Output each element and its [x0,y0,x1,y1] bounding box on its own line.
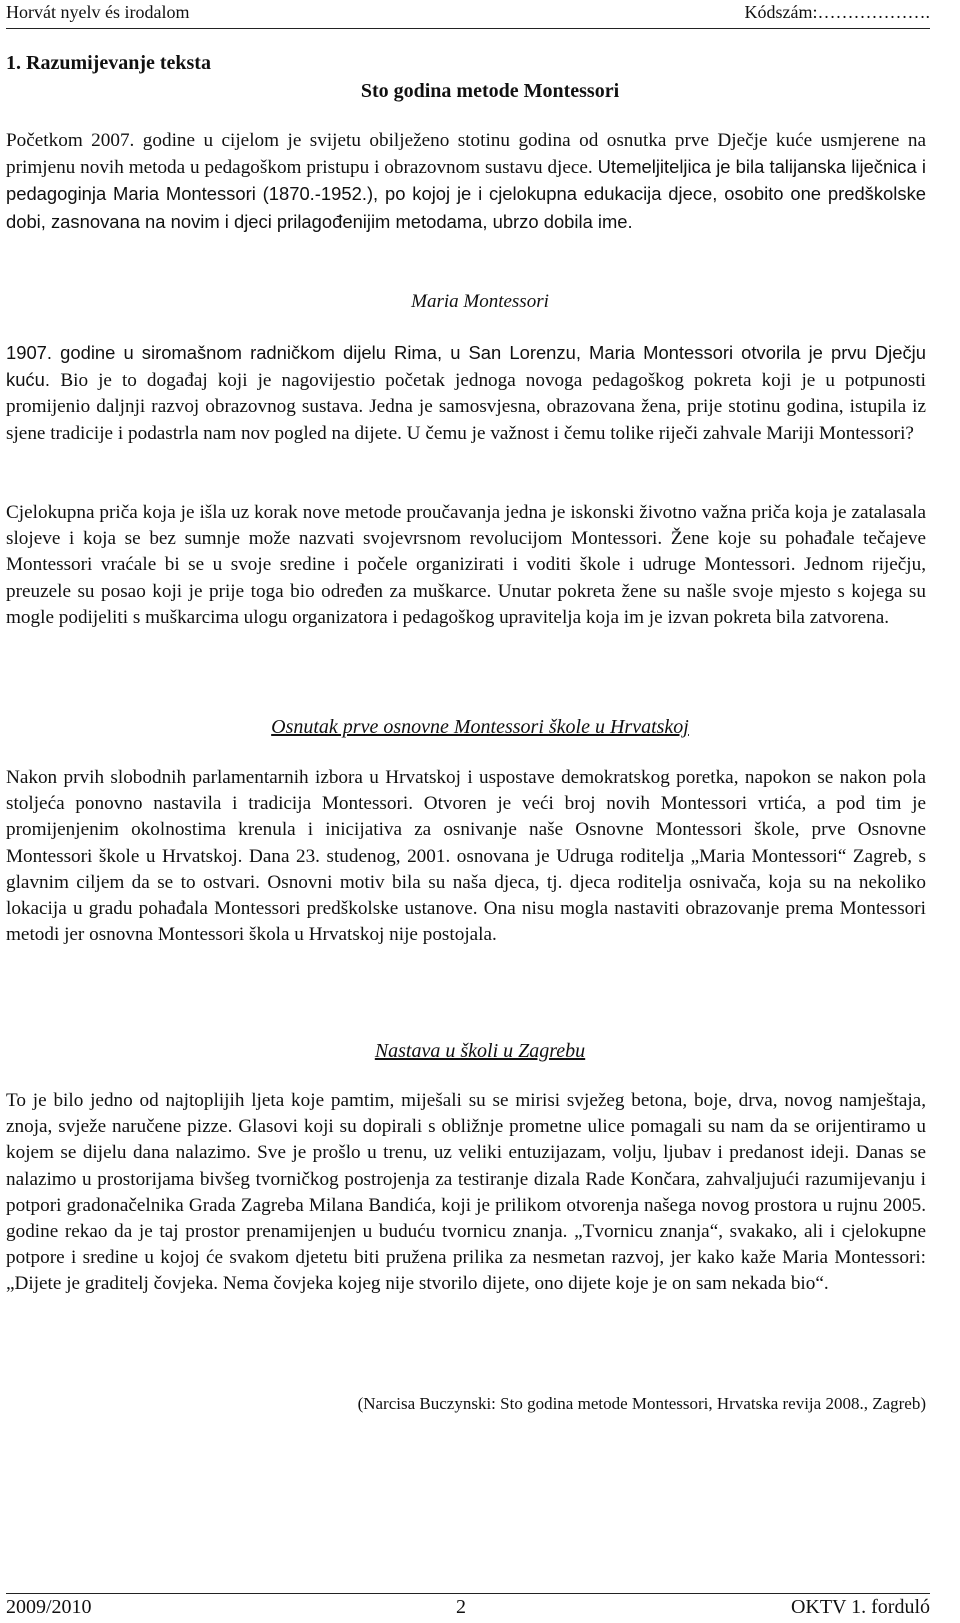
footer-page-number: 2 [456,1596,466,1618]
paragraph-revolution-text: Cjelokupna priča koja je išla uz korak nove metode proučavanja jedna je iskonski životno važna priča koja je zatalasala slojeve i koja se bez sumnje može nazvati svojevrsnom revolucijom Montessori. Žene koje su pohađale tečajeve Montessori vraćale bi se u svoje sredine i počele organizirati i voditi škole i udruge Montessori. Jednom riječju, preuzele su posao koji je prije toga bio određen za muškarce. Unutar pokreta žene su našle svoje mjesto s kojega su mogle podijeliti s muškarcima ulogu organizatora i pedagoškog upravitelja koja im je izvan pokreta bila zatvorena. [6,502,926,628]
subtitle-zagreb-school: Nastava u školi u Zagrebu [374,1040,586,1062]
subtitle-maria-montessori: Maria Montessori [411,291,549,312]
source-citation: (Narcisa Buczynski: Sto godina metode Montessori, Hrvatska revija 2008., Zagreb) [357,1394,926,1413]
paragraph-intro-part2: Utemeljiteljica je bila talijanska liječnica i pedagoginja Maria Montessori (1870.-1952.), po kojoj je i cjelokupna edukacija djece, osobito one predškolske dobi, zasnovana na novim i djeci prilagođenijim metodama, ubrzo dobila ime. [6,156,926,232]
paragraph-croatia [6,765,926,948]
header-code-label: Kódszám:………………. [744,2,930,22]
paragraph-1907 [6,340,926,447]
footer-exam: OKTV 1. forduló [790,1596,930,1618]
paragraph-zagreb [6,1088,926,1298]
main-title: Sto godina metode Montessori [360,80,620,102]
paragraph-croatia-text: Nakon prvih slobodnih parlamentarnih izbora u Hrvatskoj i uspostave demokratskog poretka, napokon se nakon pola stoljeća ponovno nastavila i tradicija Montessori. Otvoren je veći broj novih Montessori vrtića, a pod tim je promijenjenim okolnostima krenula i inicijativa za osnivanje naše Osnovne Montessori škole, prve Osnovne Montessori škole u Hrvatskoj. Dana 23. studenog, 2001. osnovana je Udruga roditelja „Maria Montessori“ Zagreb, s glavnim ciljem da se to ostvari. Osnovni motiv bila su naša djeca, tj. djeca roditelja osnivača, koja su na nekoliko lokacija u gradu pohađala Montessori predškolske ustanove. Ona nisu mogla nastaviti obrazovanje prema Montessori metodi jer osnovna Montessori škola u Hrvatskoj nije postojala. [6,767,926,946]
page-footer [6,1593,930,1623]
paragraph-intro-part1: Početkom 2007. godine u cijelom je svijetu obilježeno stotinu godina od osnutka prve Dječje kuće usmjerene na primjenu novih metoda u pedagoškom pristupu i obrazovnom sustavu djece. [6,130,926,179]
subtitle-first-school: Osnutak prve osnovne Montessori škole u Hrvatskoj [271,716,689,738]
paragraph-zagreb-text: To je bilo jedno od najtoplijih ljeta koje pamtim, miješali su se mirisi svježeg betona, boje, drva, novog namještaja, znoja, svježe naručene pizze. Glasovi koji su dopirali s obližnje prometne ulice pomagali su nam da se orijentiramo u kojem se dijelu dana nalazimo. Sve je prošlo u trenu, uz veliki entuzijazam, volju, ljubav i predanost ideji. Danas se nalazimo u prostorijama bivšeg tvorničkog postrojenja za testiranje dizala Rade Končara, zahvaljujući razumijevanju i potpori gradonačelnika Grada Zagreba Milana Bandića, koji je prilikom otvorenja našega novog prostora u rujnu 2005. godine rekao da je taj prostor prenamijenjen u buduću tvornicu znanja. „Tvornicu znanja“, svakako, ali i cjelokupne potpore i sredine u kojoj će svakom djetetu biti pružena prilika za nesmetan razvoj, jer kako kaže Maria Montessori: „Dijete je graditelj čovjeka. Nema čovjeka kojeg nije stvorilo dijete, ono dijete koje je on sam nekada bio“. [6,1090,926,1295]
header-subject: Horvát nyelv és irodalom [6,2,190,22]
paragraph-1907-part2: Bio je to događaj koji je nagovijestio početak jednoga novoga pedagoškog pokreta koji je u potpunosti promijenio daljnji razvoj obrazovnog sustava. Jedna je samosvjesna, obrazovana žena, prije stotinu godina, istupila iz sjene tradicije i podastrla nam nov pogled na dijete. U čemu je važnost i čemu tolike riječi zahvale Mariji Montessori? [6,370,926,444]
footer-year: 2009/2010 [6,1596,92,1618]
page-header [6,2,930,29]
section-title: 1. Razumijevanje teksta [6,52,211,74]
paragraph-1907-part1: 1907. godine u siromašnom radničkom dijelu Rima, u San Lorenzu, Maria Montessori otvorila je prvu Dječju kuću. [6,342,926,391]
paragraph-intro [6,128,926,236]
paragraph-revolution [6,500,926,631]
